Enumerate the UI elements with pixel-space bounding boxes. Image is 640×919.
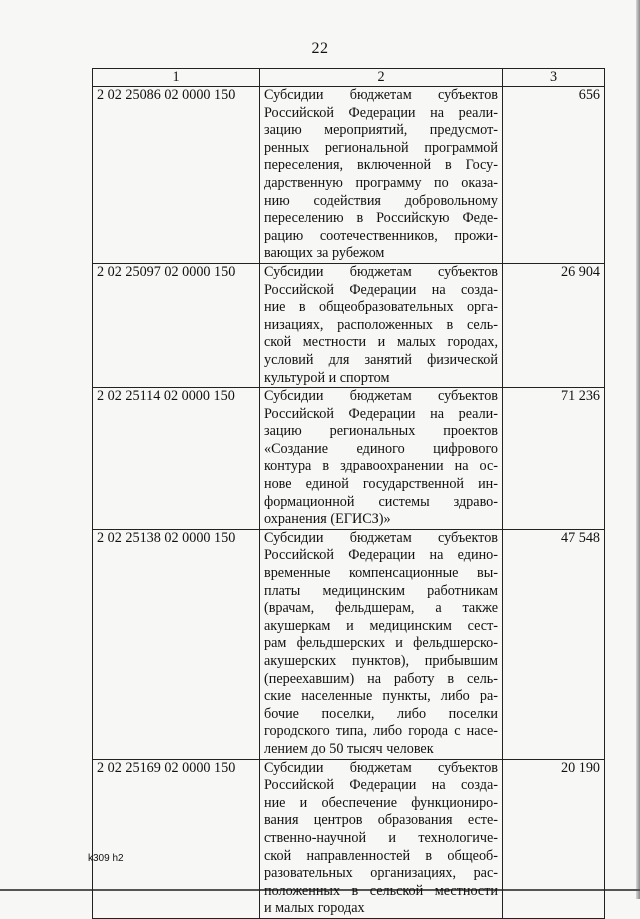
description-line: Российской Федерации на реали- [264, 405, 498, 422]
description-line: «Создание единого цифрового [264, 440, 498, 457]
column-header: 3 [503, 69, 605, 87]
page-number: 22 [311, 40, 329, 57]
description-line: ственно-научной и технологиче- [264, 829, 498, 846]
income-description [260, 388, 503, 530]
amount: 20 190 [503, 759, 605, 918]
description-line: Российской Федерации на созда- [264, 281, 498, 298]
table-row [93, 388, 605, 530]
description-line: ской местности и малых городах, [264, 334, 498, 351]
footer-code: k309 h2 [88, 853, 124, 864]
description-line: городского типа, либо города с насе- [264, 723, 498, 740]
description-line: низациях, расположенных в сель- [264, 316, 498, 333]
description-line: формационной системы здраво- [264, 493, 498, 510]
description-line: Субсидии бюджетам субъектов [264, 87, 498, 103]
description-line: вающих за рубежом [264, 245, 385, 262]
description-line: платы медицинским работникам [264, 582, 498, 599]
budget-code: 2 02 25114 02 0000 150 [93, 388, 260, 530]
budget-code: 2 02 25169 02 0000 150 [93, 759, 260, 918]
description-line: переселения, включенной в Госу- [264, 157, 498, 174]
description-line: ние в общеобразовательных орга- [264, 299, 498, 316]
table-row [93, 759, 605, 918]
description-line: охранения (ЕГИСЗ)» [264, 511, 391, 528]
description-line: лением до 50 тысяч человек [264, 740, 434, 757]
description-line: контура в здравоохранении на ос- [264, 458, 498, 475]
description-line: (переехавшим) на работу в сель- [264, 670, 498, 687]
description-line: бочие поселки, либо поселки [264, 705, 498, 722]
table-row [93, 263, 605, 387]
column-header: 2 [260, 69, 503, 87]
description-line: вания центров образования есте- [264, 812, 498, 829]
budget-table [92, 68, 605, 919]
description-line: Российской Федерации на созда- [264, 777, 498, 794]
description-line: рам фельдшерских и фельдшерско- [264, 635, 498, 652]
description-line: Российской Федерации на реали- [264, 104, 498, 121]
table-row [93, 529, 605, 759]
description-line: и малых городах [264, 900, 365, 917]
column-header: 1 [93, 69, 260, 87]
description-line: Российской Федерации на едино- [264, 547, 498, 564]
description-line: зацию мероприятий, предусмот- [264, 122, 498, 139]
description-line: акушеркам и медицинским сест- [264, 617, 498, 634]
description-line: Субсидии бюджетам субъектов [264, 529, 498, 546]
description-line: (врачам, фельдшерам, а также [264, 600, 498, 617]
description-line: зацию региональных проектов [264, 423, 498, 440]
table-body [93, 87, 605, 919]
description-line: Субсидии бюджетам субъектов [264, 388, 498, 405]
table-header-row [93, 69, 605, 87]
description-line: условий для занятий физической [264, 351, 498, 368]
description-line: положенных в сельской местности [264, 882, 498, 899]
budget-code: 2 02 25138 02 0000 150 [93, 529, 260, 759]
amount: 656 [503, 87, 605, 264]
income-description [260, 87, 503, 264]
description-line: нове единой государственной ин- [264, 476, 498, 493]
description-line: ние и обеспечение функциониро- [264, 794, 498, 811]
description-line: рацию соотечественников, прожи- [264, 227, 498, 244]
description-line: Субсидии бюджетам субъектов [264, 759, 498, 776]
description-line: акушерских пунктов), прибывшим [264, 653, 498, 669]
description-line: культурой и спортом [264, 369, 390, 386]
description-line: разовательных организациях, рас- [264, 865, 498, 882]
description-line: временные компенсационные вы- [264, 565, 498, 582]
scan-edge [636, 0, 640, 899]
description-line: ренных региональной программой [264, 139, 498, 156]
amount: 47 548 [503, 529, 605, 759]
income-description [260, 759, 503, 918]
amount: 26 904 [503, 263, 605, 387]
income-description [260, 529, 503, 759]
description-line: дарственную программу по оказа- [264, 174, 498, 191]
income-description [260, 263, 503, 387]
description-line: ской направленностей в общеоб- [264, 847, 498, 864]
table-row [93, 87, 605, 264]
amount: 71 236 [503, 388, 605, 530]
budget-code: 2 02 25086 02 0000 150 [93, 87, 260, 264]
description-line: ские населенные пункты, либо ра- [264, 688, 498, 705]
description-line: переселению в Российскую Феде- [264, 210, 498, 227]
description-line: Субсидии бюджетам субъектов [264, 263, 498, 280]
budget-code: 2 02 25097 02 0000 150 [93, 263, 260, 387]
description-line: нию содействия добровольному [264, 192, 498, 209]
